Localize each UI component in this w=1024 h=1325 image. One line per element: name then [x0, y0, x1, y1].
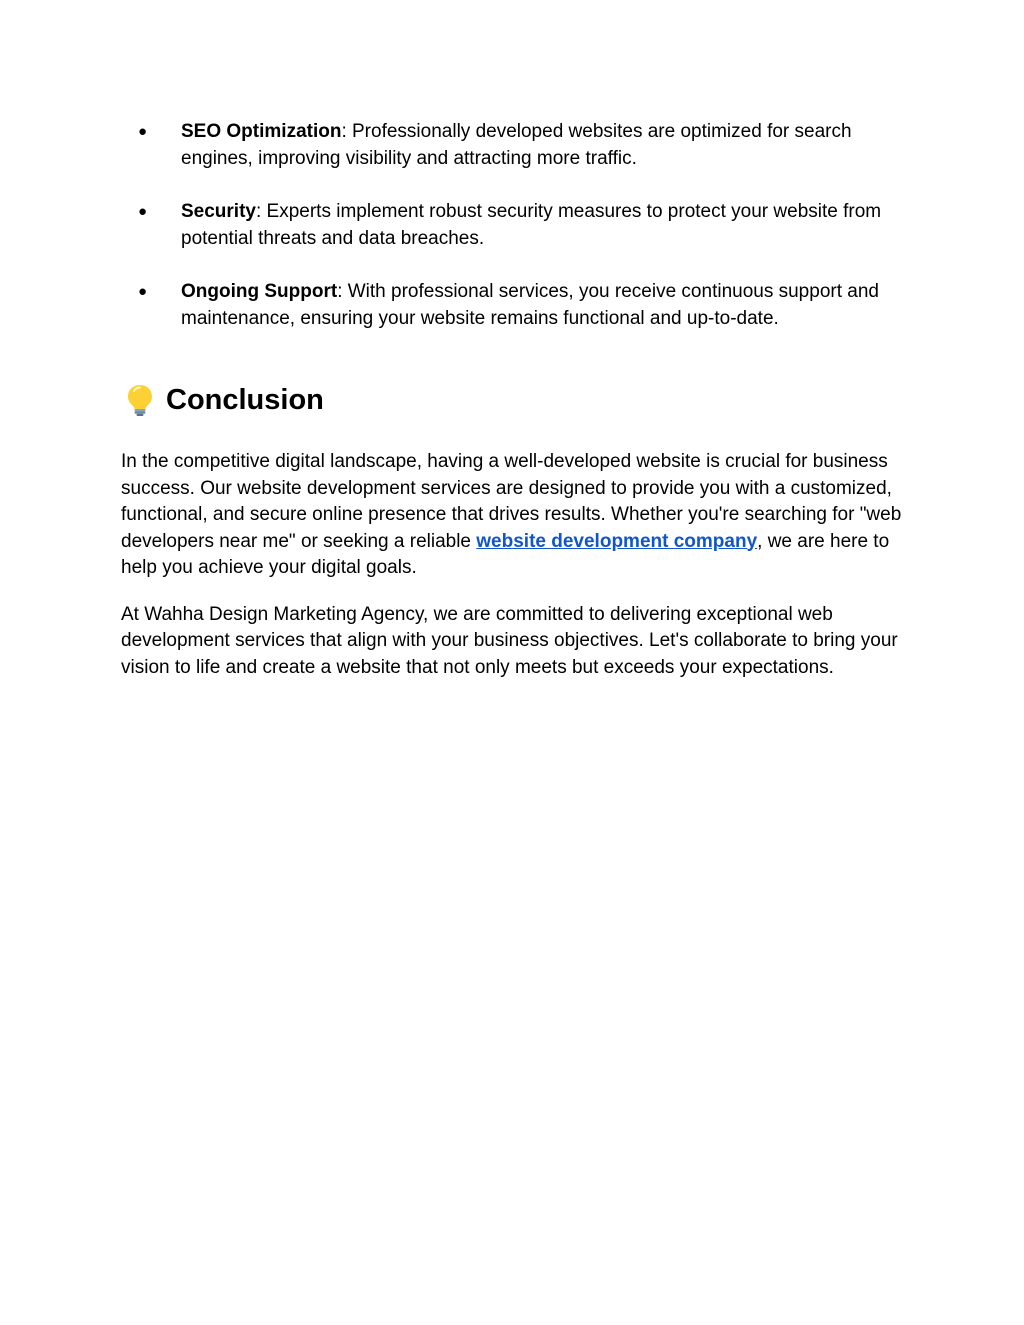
website-development-company-link[interactable]: website development company — [476, 530, 758, 552]
list-item — [121, 279, 911, 332]
lightbulb-icon — [123, 383, 157, 417]
document-page — [121, 119, 911, 681]
conclusion-heading — [121, 380, 911, 420]
benefits-list — [121, 119, 911, 332]
bullet-text: : Professionally developed websites are optimized for search engines, improving visibility and attracting more traffic. — [181, 121, 852, 169]
bullet-icon: ● — [138, 123, 148, 140]
bullet-term: Security — [181, 201, 256, 222]
bullet-term: SEO Optimization — [181, 121, 342, 142]
bullet-text: : With professional services, you receive continuous support and maintenance, ensuring your website remains functional and up-to-date. — [181, 281, 879, 329]
conclusion-paragraph-2: At Wahha Design Marketing Agency, we are committed to delivering exceptional web development services that align with your business objectives. Let's collaborate to bring your vision to life and create a website that not only meets but exceeds your expectations. — [121, 603, 898, 678]
conclusion-paragraph-1 — [121, 449, 911, 582]
conclusion-heading-text: Conclusion — [166, 384, 324, 416]
paragraph-text: , we are here to help you achieve your digital goals. — [121, 530, 890, 578]
bullet-icon: ● — [138, 283, 148, 300]
bullet-term: Ongoing Support — [181, 281, 338, 302]
paragraph-text: In the competitive digital landscape, having a well-developed website is crucial for business success. Our website development services are designed to provide you with a customized, functional, and secure online presence that drives results. Whether you're searching for "web developers near me" or seeking a reliable — [121, 451, 902, 552]
bullet-icon: ● — [138, 203, 148, 220]
list-item — [121, 119, 911, 172]
bullet-text: : Experts implement robust security measures to protect your website from potential threats and data breaches. — [181, 201, 882, 249]
list-item — [121, 199, 911, 252]
